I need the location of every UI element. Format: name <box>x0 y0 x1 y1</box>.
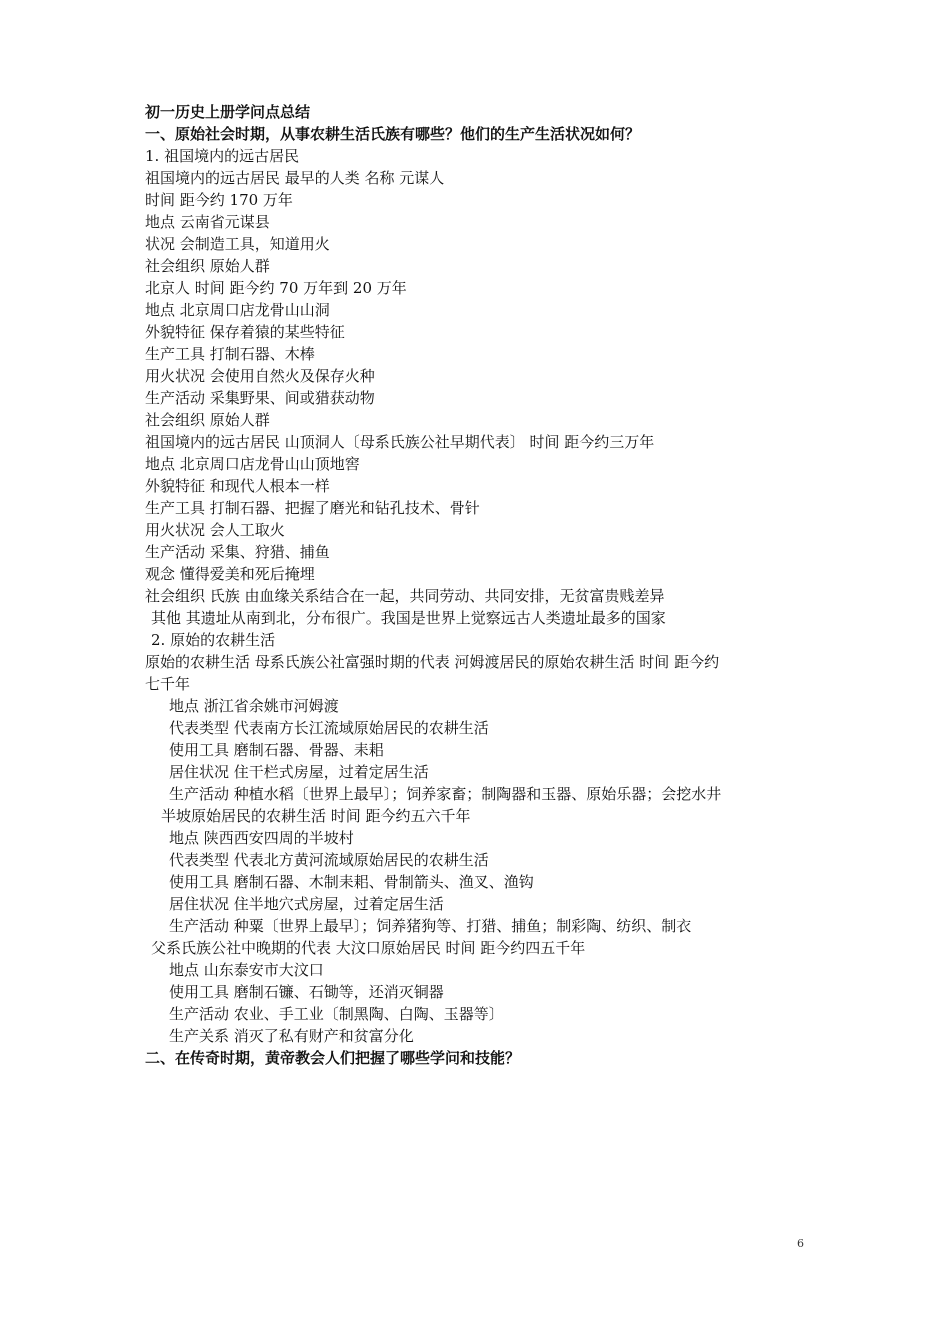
text-line: 北京人 时间 距今约 70 万年到 20 万年 <box>145 279 407 297</box>
text-line: 用火状况 会使用自然火及保存火种 <box>145 367 375 385</box>
text-line: 外貌特征 和现代人根本一样 <box>145 477 330 495</box>
text-line: 社会组织 原始人群 <box>145 257 270 275</box>
text-line: 祖国境内的远古居民 山顶洞人〔母系氏族公社早期代表〕 时间 距今约三万年 <box>145 433 655 451</box>
text-line: 外貌特征 保存着猿的某些特征 <box>145 323 345 341</box>
hemudu-line: 居住状况 住干栏式房屋，过着定居生活 <box>169 763 429 781</box>
document-title: 初一历史上册学问点总结 <box>145 103 311 121</box>
hemudu-line: 使用工具 磨制石器、骨器、耒耜 <box>169 741 384 759</box>
document-body <box>145 101 825 1069</box>
page-number: 6 <box>797 1237 804 1250</box>
banpo-line: 代表类型 代表北方黄河流域原始居民的农耕生活 <box>169 851 489 869</box>
text-line: 地点 北京周口店龙骨山山洞 <box>145 301 330 319</box>
text-line-hemudu-intro-cont: 七千年 <box>145 675 191 693</box>
text-line: 状况 会制造工具，知道用火 <box>145 235 330 253</box>
subsection-heading-2: 2. 原始的农耕生活 <box>151 631 276 649</box>
text-line: 地点 云南省元谋县 <box>145 213 270 231</box>
text-line: 时间 距今约 170 万年 <box>145 191 293 209</box>
text-line: 生产工具 打制石器、木棒 <box>145 345 315 363</box>
hemudu-line: 地点 浙江省余姚市河姆渡 <box>169 697 339 715</box>
section-heading-1: 一、原始社会时期，从事农耕生活氏族有哪些？他们的生产生活状况如何？ <box>145 125 641 143</box>
banpo-line: 地点 陕西西安四周的半坡村 <box>169 829 354 847</box>
banpo-line: 使用工具 磨制石器、木制耒耜、骨制箭头、渔叉、渔钩 <box>169 873 534 891</box>
text-line-dawenkou-intro: 父系氏族公社中晚期的代表 大汶口原始居民 时间 距今约四五千年 <box>151 939 586 957</box>
text-line: 1. 祖国境内的远古居民 <box>145 147 300 165</box>
text-line: 生产活动 采集野果、间或猎获动物 <box>145 389 375 407</box>
text-line: 社会组织 氏族 由血缘关系结合在一起，共同劳动、共同安排，无贫富贵贱差异 <box>145 587 665 605</box>
banpo-line: 生产活动 种粟〔世界上最早〕；饲养猪狗等、打猎、捕鱼；制彩陶、纺织、制衣 <box>169 917 692 935</box>
banpo-line: 居住状况 住半地穴式房屋，过着定居生活 <box>169 895 444 913</box>
dawenkou-line: 地点 山东泰安市大汶口 <box>169 961 324 979</box>
section-heading-2: 二、在传奇时期，黄帝教会人们把握了哪些学问和技能？ <box>145 1049 521 1067</box>
hemudu-line: 代表类型 代表南方长江流域原始居民的农耕生活 <box>169 719 489 737</box>
text-line: 地点 北京周口店龙骨山山顶地窖 <box>145 455 360 473</box>
dawenkou-line: 生产关系 消灭了私有财产和贫富分化 <box>169 1027 414 1045</box>
text-line-other: 其他 其遗址从南到北，分布很广。我国是世界上觉察远古人类遗址最多的国家 <box>151 609 666 627</box>
text-line: 社会组织 原始人群 <box>145 411 270 429</box>
text-line: 观念 懂得爱美和死后掩埋 <box>145 565 315 583</box>
dawenkou-line: 使用工具 磨制石镰、石锄等，还消灭铜器 <box>169 983 444 1001</box>
text-line: 用火状况 会人工取火 <box>145 521 285 539</box>
text-line: 祖国境内的远古居民 最早的人类 名称 元谋人 <box>145 169 445 187</box>
text-line: 生产活动 采集、狩猎、捕鱼 <box>145 543 330 561</box>
text-line-banpo-intro: 半坡原始居民的农耕生活 时间 距今约五六千年 <box>161 807 471 825</box>
text-line: 生产工具 打制石器、把握了磨光和钻孔技术、骨针 <box>145 499 480 517</box>
dawenkou-line: 生产活动 农业、手工业〔制黑陶、白陶、玉器等〕 <box>169 1005 504 1023</box>
hemudu-line: 生产活动 种植水稻〔世界上最早〕；饲养家畜；制陶器和玉器、原始乐器；会挖水井 <box>169 785 722 803</box>
text-line-hemudu-intro: 原始的农耕生活 母系氏族公社富强时期的代表 河姆渡居民的原始农耕生活 时间 距今约 <box>145 653 720 671</box>
